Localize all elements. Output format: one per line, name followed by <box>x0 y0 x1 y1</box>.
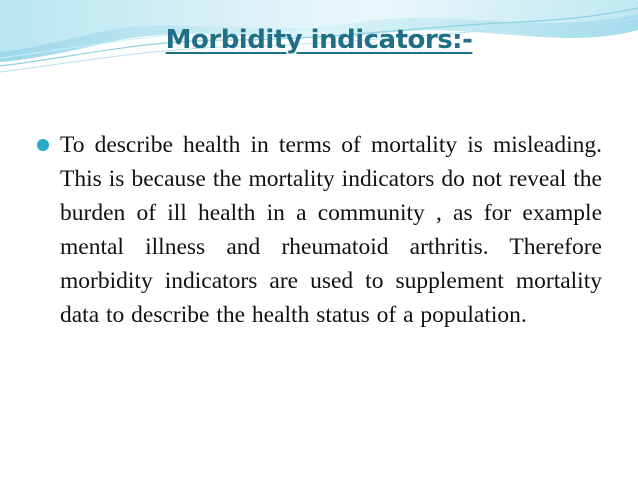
slide-title <box>0 20 638 60</box>
slide-title-text: Morbidity indicators:- <box>165 25 473 55</box>
filled-circle-bullet-icon <box>37 139 49 151</box>
bullet-item <box>36 128 602 332</box>
bullet-text: To describe health in terms of mortality is misleading. This is because the mortality indicators do not reveal the burden of ill health in a community , as for example mental illness and rheumatoid arthritis. Therefore morbidity indicators are used to supplement mortality data to describe the health status of a population. <box>60 132 602 328</box>
slide-content <box>36 128 602 332</box>
